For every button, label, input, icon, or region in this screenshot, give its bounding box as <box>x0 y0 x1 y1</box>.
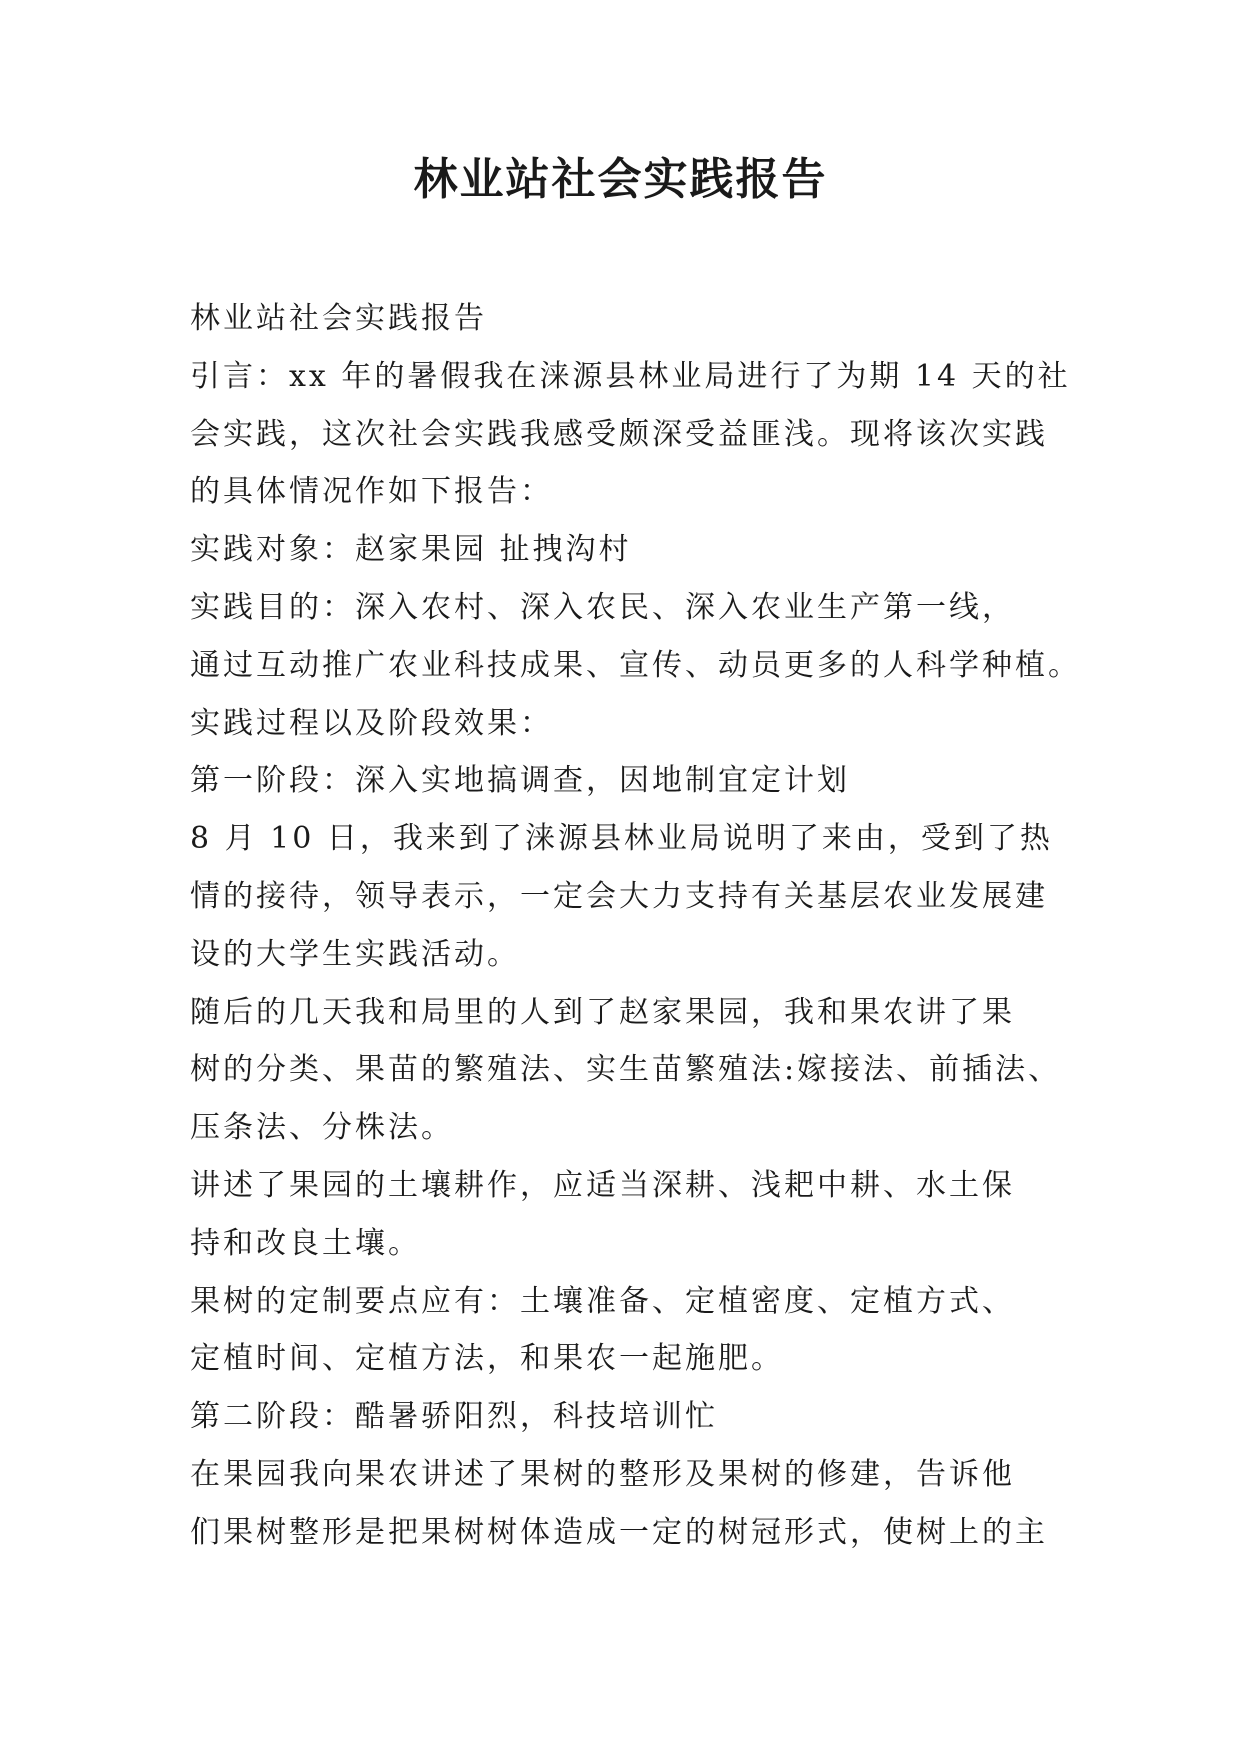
text-line: 定植时间、定植方法，和果农一起施肥。 <box>190 1341 784 1377</box>
text-line: 实践对象：赵家果园 扯拽沟村 <box>190 532 632 568</box>
text-line: 情的接待，领导表示，一定会大力支持有关基层农业发展建 <box>190 878 1048 914</box>
text-line: 林业站社会实践报告 <box>190 301 487 336</box>
text-line: 第一阶段：深入实地搞调查，因地制宜定计划 <box>190 763 850 799</box>
text-line: 会实践，这次社会实践我感受颇深受益匪浅。现将该次实践 <box>190 416 1048 452</box>
text-line: 的具体情况作如下报告： <box>190 474 553 510</box>
text-line: 随后的几天我和局里的人到了赵家果园，我和果农讲了果 <box>190 994 1015 1030</box>
text-line: 压条法、分株法。 <box>190 1110 454 1146</box>
text-line: 设的大学生实践活动。 <box>190 936 520 972</box>
text-line: 讲述了果园的土壤耕作，应适当深耕、浅耙中耕、水土保 <box>190 1167 1015 1203</box>
text-line: 实践过程以及阶段效果： <box>190 705 553 741</box>
text-line: 们果树整形是把果树树体造成一定的树冠形式，使树上的主 <box>190 1514 1048 1550</box>
text-line: 在果园我向果农讲述了果树的整形及果树的修建，告诉他 <box>190 1456 1015 1492</box>
text-line: 第二阶段：酷暑骄阳烈，科技培训忙 <box>190 1399 718 1435</box>
text-line: 树的分类、果苗的繁殖法、实生苗繁殖法:嫁接法、前插法、 <box>190 1052 1062 1088</box>
text-line: 8 月 10 日，我来到了涞源县林业局说明了来由，受到了热 <box>190 821 1053 857</box>
text-line: 引言：xx 年的暑假我在涞源县林业局进行了为期 14 天的社 <box>190 358 1071 394</box>
text-line: 通过互动推广农业科技成果、宣传、动员更多的人科学种植。 <box>190 647 1081 683</box>
document-body <box>190 290 1081 1562</box>
text-line: 持和改良土壤。 <box>190 1225 421 1261</box>
text-line: 果树的定制要点应有：土壤准备、定植密度、定植方式、 <box>190 1283 1015 1319</box>
text-line: 实践目的：深入农村、深入农民、深入农业生产第一线， <box>190 589 1015 625</box>
document-title: 林业站社会实践报告 <box>413 154 828 205</box>
